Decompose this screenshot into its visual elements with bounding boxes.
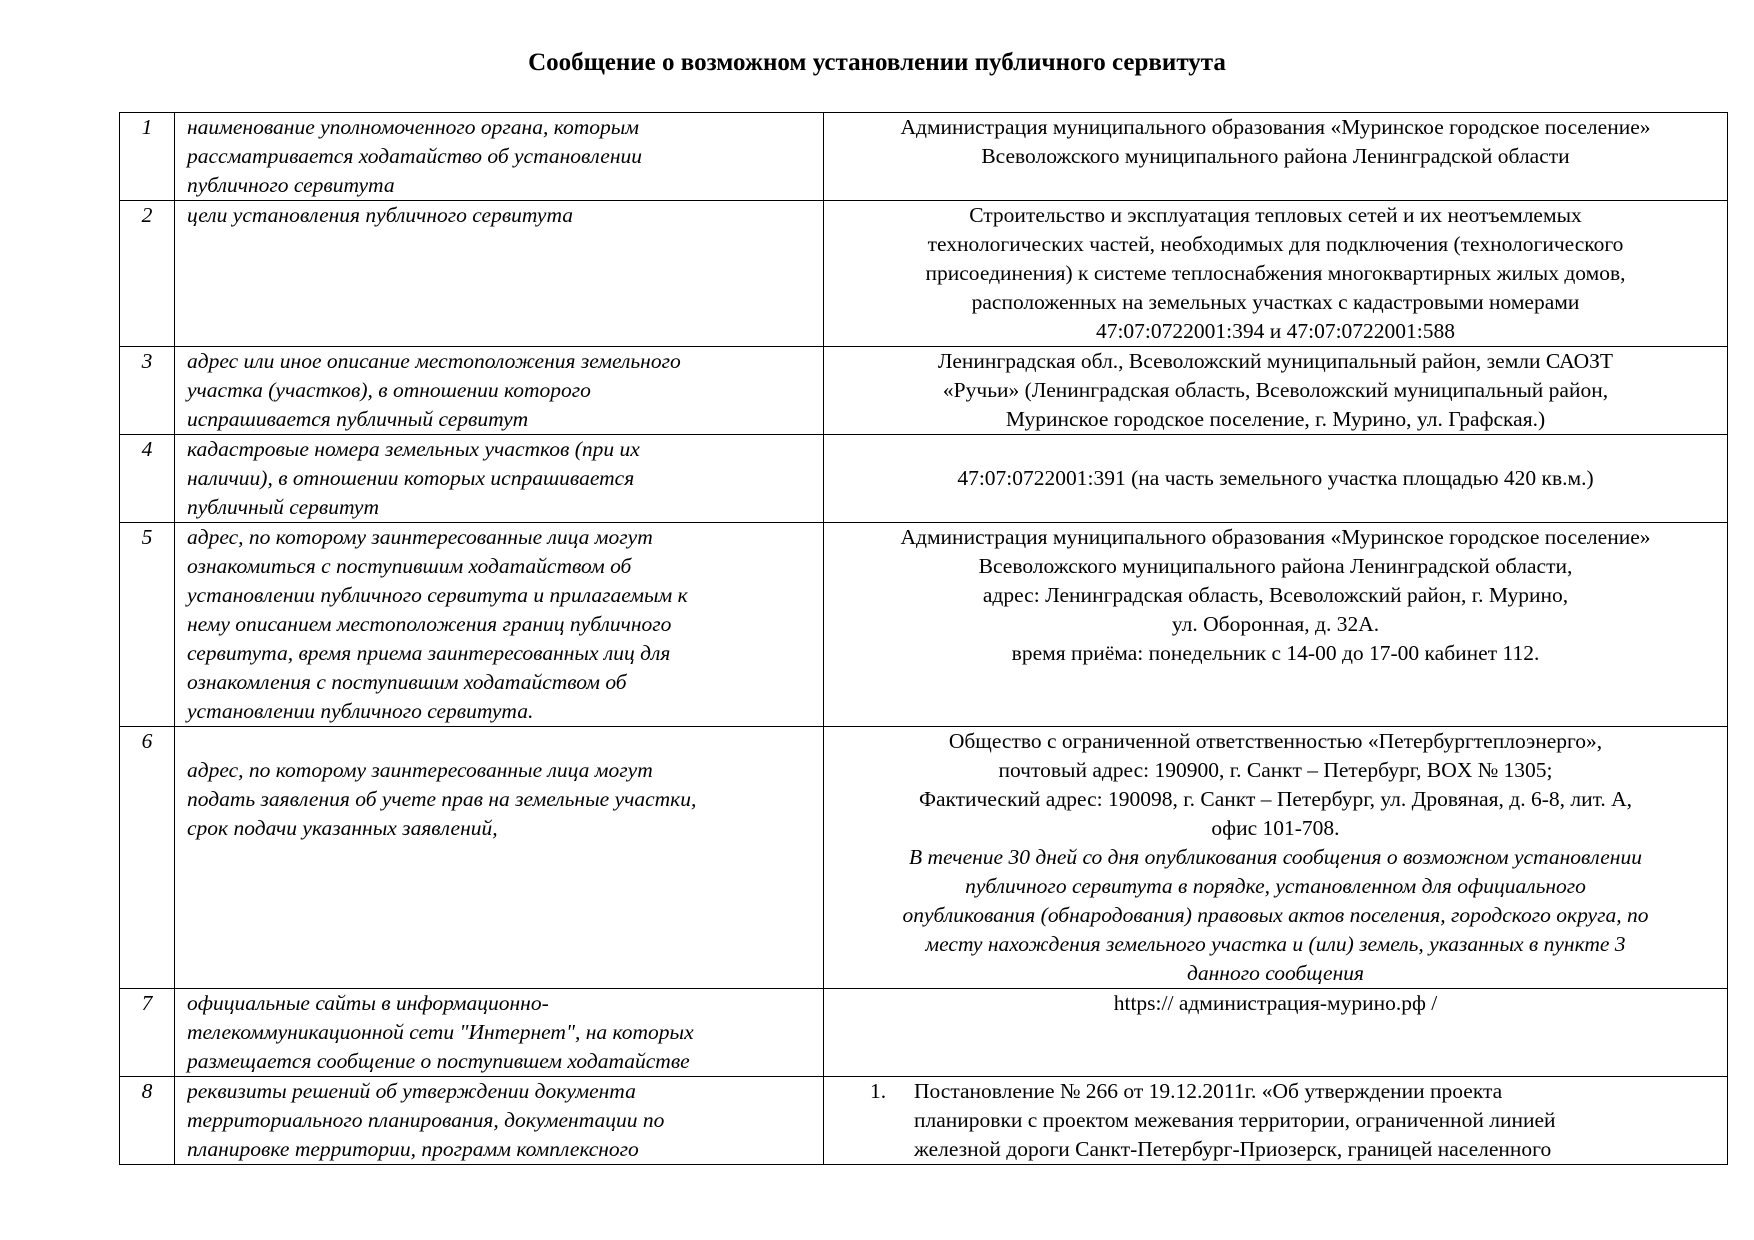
value-line: 47:07:0722001:391 (на часть земельного участка площадью 420 кв.м.) (957, 466, 1594, 490)
table-row-5 (120, 523, 1728, 727)
row-value (824, 201, 1728, 347)
label-line: публичного сервитута (187, 173, 395, 197)
value-line: Общество с ограниченной ответственностью «Петербургтеплоэнерго», (948, 729, 1603, 753)
row-label (175, 201, 824, 347)
row-label (175, 347, 824, 435)
row-number: 4 (120, 435, 175, 523)
label-line: нему описанием местоположения границ публичного (187, 612, 672, 636)
label-line: ознакомиться с поступившим ходатайством об (187, 554, 632, 578)
table-row-6 (120, 727, 1728, 989)
label-line: адрес, по которому заинтересованные лица могут (187, 525, 653, 549)
numbered-list-item (830, 1077, 1721, 1164)
table-row-4 (120, 435, 1728, 523)
table-row-7 (120, 989, 1728, 1077)
label-line: территориального планирования, документации по (187, 1108, 665, 1132)
row-label (175, 523, 824, 727)
label-line: телекоммуникационной сети "Интернет", на которых (187, 1020, 694, 1044)
label-line: публичный сервитут (187, 495, 379, 519)
website-link[interactable]: https:// администрация-мурино.рф / (1113, 991, 1438, 1015)
servitude-table (119, 112, 1728, 1165)
label-line: подать заявления об учете прав на земельные участки, (187, 787, 697, 811)
row-value (824, 727, 1728, 989)
row-value (824, 113, 1728, 201)
row-number: 1 (120, 113, 175, 201)
label-line: официальные сайты в информационно- (187, 991, 549, 1015)
row-number: 2 (120, 201, 175, 347)
value-line: почтовый адрес: 190900, г. Санкт – Петербург, BOX № 1305; (998, 758, 1553, 782)
list-text-line: Постановление № 266 от 19.12.2011г. «Об утверждении проекта (914, 1079, 1503, 1103)
table-row-8 (120, 1077, 1728, 1165)
deadline-line: публичного сервитута в порядке, установленном для официального (965, 874, 1586, 898)
row-number: 3 (120, 347, 175, 435)
row-label (175, 435, 824, 523)
label-line: сервитута, время приема заинтересованных лиц для (187, 641, 671, 665)
label-line: участка (участков), в отношении которого (187, 378, 591, 402)
row-value (824, 523, 1728, 727)
deadline-line: В течение 30 дней со дня опубликования сообщения о возможном установлении (909, 845, 1642, 869)
label-line: планировке территории, программ комплексного (187, 1137, 639, 1161)
value-line: 47:07:0722001:394 и 47:07:0722001:588 (1095, 319, 1456, 343)
row-number: 5 (120, 523, 175, 727)
row-value (824, 989, 1728, 1077)
value-line: Администрация муниципального образования «Муринское городское поселение» (900, 525, 1651, 549)
value-line: Фактический адрес: 190098, г. Санкт – Петербург, ул. Дровяная, д. 6-8, лит. А, (918, 787, 1633, 811)
label-line: установлении публичного сервитута и прилагаемым к (187, 583, 688, 607)
row-number: 8 (120, 1077, 175, 1165)
label-spacer (187, 727, 817, 756)
row-value (824, 1077, 1728, 1165)
label-line: размещается сообщение о поступившем ходатайстве (187, 1049, 690, 1073)
label-line: срок подачи указанных заявлений, (187, 816, 498, 840)
deadline-line: месту нахождения земельного участка и (или) земель, указанных в пункте 3 (925, 932, 1626, 956)
row-label (175, 1077, 824, 1165)
value-line: адрес: Ленинградская область, Всеволожский район, г. Мурино, (982, 583, 1569, 607)
document-title: Сообщение о возможном установлении публичного сервитута (528, 49, 1226, 76)
list-marker: 1. (870, 1079, 887, 1103)
label-line: ознакомления с поступившим ходатайством об (187, 670, 627, 694)
table-row-1 (120, 113, 1728, 201)
label-line: установлении публичного сервитута. (187, 699, 534, 723)
value-line: «Ручьи» (Ленинградская область, Всеволожский муниципальный район, (942, 378, 1609, 402)
list-text-line: железной дороги Санкт-Петербург-Приозерск, границей населенного (914, 1137, 1552, 1161)
label-line: наименование уполномоченного органа, которым (187, 115, 640, 139)
value-line: технологических частей, необходимых для подключения (технологического (927, 232, 1624, 256)
value-line: ул. Оборонная, д. 32А. (1171, 612, 1380, 636)
label-line: рассматривается ходатайство об установлении (187, 144, 642, 168)
table-row-2 (120, 201, 1728, 347)
value-line: офис 101-708. (1211, 816, 1340, 840)
row-value (824, 435, 1728, 523)
label-line: адрес, по которому заинтересованные лица могут (187, 758, 653, 782)
value-line: расположенных на земельных участках с кадастровыми номерами (971, 290, 1580, 314)
deadline-line: данного сообщения (1187, 961, 1364, 985)
deadline-line: опубликования (обнародования) правовых актов поселения, городского округа, по (902, 903, 1649, 927)
list-text-line: планировки с проектом межевания территории, ограниченной линией (914, 1108, 1556, 1132)
row-label (175, 989, 824, 1077)
row-label (175, 113, 824, 201)
row-number: 6 (120, 727, 175, 989)
table-row-3 (120, 347, 1728, 435)
row-number: 7 (120, 989, 175, 1077)
value-line: Муринское городское поселение, г. Мурино, ул. Графская.) (1005, 407, 1546, 431)
value-line: Администрация муниципального образования «Муринское городское поселение» (900, 115, 1651, 139)
value-line: присоединения) к системе теплоснабжения многоквартирных жилых домов, (925, 261, 1626, 285)
label-line: адрес или иное описание местоположения земельного (187, 349, 681, 373)
row-value (824, 347, 1728, 435)
label-line: кадастровые номера земельных участков (при их (187, 437, 640, 461)
value-line: Всеволожского муниципального района Ленинградской области (981, 144, 1570, 168)
value-line: Строительство и эксплуатация тепловых сетей и их неотъемлемых (969, 203, 1582, 227)
value-line: Ленинградская обл., Всеволожский муниципальный район, земли САОЗТ (937, 349, 1614, 373)
value-line: время приёма: понедельник с 14-00 до 17-00 кабинет 112. (1011, 641, 1540, 665)
list-text (914, 1077, 1721, 1164)
value-line: Всеволожского муниципального района Ленинградской области, (978, 554, 1573, 578)
label-line: реквизиты решений об утверждении документа (187, 1079, 636, 1103)
label-line: наличии), в отношении которых испрашивается (187, 466, 635, 490)
label-line: испрашивается публичный сервитут (187, 407, 529, 431)
row-label (175, 727, 824, 989)
label-line: цели установления публичного сервитута (187, 203, 573, 227)
